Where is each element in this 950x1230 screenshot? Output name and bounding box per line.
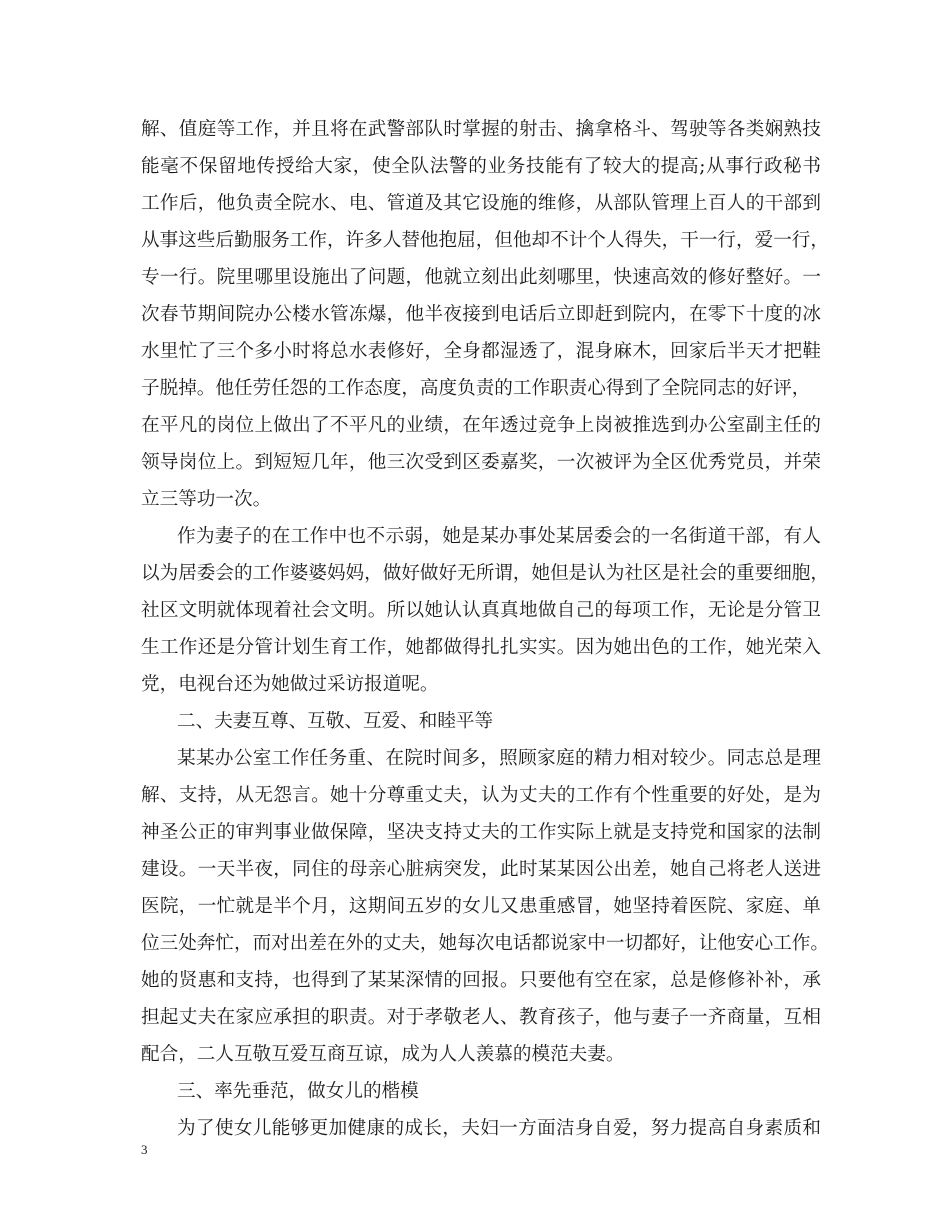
body-text-line: 医院，一忙就是半个月，这期间五岁的女儿又患重感冒，她坚持着医院、家庭、单 [141,896,821,917]
paragraph-first-line: 为了使女儿能够更加健康的成长，夫妇一方面洁身自爱，努力提高自身素质和 [177,1118,821,1139]
body-text-line: 领导岗位上。到短短几年，他三次受到区委嘉奖，一次被评为全区优秀党员，并荣 [141,452,821,473]
body-text-line: 立三等功一次。 [141,489,272,510]
body-text-line: 建设。一天半夜，同住的母亲心脏病突发，此时某某因公出差，她自己将老人送进 [141,859,821,880]
body-text-line: 解、支持，从无怨言。她十分尊重丈夫，认为丈夫的工作有个性重要的好处，是为 [141,785,821,806]
body-text-line: 位三处奔忙，而对出差在外的丈夫，她每次电话都说家中一切都好，让他安心工作。 [141,933,829,954]
body-text-line: 以为居委会的工作婆婆妈妈，做好做好无所谓，她但是认为社区是社会的重要细胞， [141,563,829,584]
body-text-line: 配合，二人互敬互爱互商互谅，成为人人羡慕的模范夫妻。 [141,1044,625,1065]
body-text-line: 能毫不保留地传授给大家，使全队法警的业务技能有了较大的提高;从事行政秘书 [141,156,821,177]
body-text-line: 担起丈夫在家应承担的职责。对于孝敬老人、教育孩子，他与妻子一齐商量，互相 [141,1007,821,1028]
page-number: 3 [141,1142,148,1157]
section-heading: 二、夫妻互尊、互敬、互爱、和睦平等 [177,711,494,732]
body-text-line: 从事这些后勤服务工作，许多人替他抱屈，但他却不计个人得失，干一行，爱一行， [141,230,829,251]
body-text-line: 解、值庭等工作，并且将在武警部队时掌握的射击、擒拿格斗、驾驶等各类娴熟技 [141,119,821,140]
section-heading: 三、率先垂范，做女儿的楷模 [177,1081,419,1102]
body-text-line: 专一行。院里哪里设施出了问题，他就立刻出此刻哪里，快速高效的修好整好。一 [141,267,821,288]
body-text-line: 次春节期间院办公楼水管冻爆，他半夜接到电话后立即赶到院内，在零下十度的冰 [141,304,821,325]
body-text-line: 子脱掉。他任劳任怨的工作态度，高度负责的工作职责心得到了全院同志的好评， [141,378,811,399]
body-text-line: 党，电视台还为她做过采访报道呢。 [141,674,439,695]
paragraph-first-line: 某某办公室工作任务重、在院时间多，照顾家庭的精力相对较少。同志总是理 [177,748,821,769]
body-text-line: 神圣公正的审判事业做保障，坚决支持丈夫的工作实际上就是支持党和国家的法制 [141,822,821,843]
body-text-line: 水里忙了三个多小时将总水表修好，全身都湿透了，混身麻木，回家后半天才把鞋 [141,341,821,362]
body-text-line: 在平凡的岗位上做出了不平凡的业绩，在年透过竞争上岗被推选到办公室副主任的 [141,415,821,436]
paragraph-first-line: 作为妻子的在工作中也不示弱，她是某办事处某居委会的一名街道干部，有人 [177,526,821,547]
body-text-line: 社区文明就体现着社会文明。所以她认认真真地做自己的每项工作，无论是分管卫 [141,600,821,621]
body-text-line: 生工作还是分管计划生育工作，她都做得扎扎实实。因为她出色的工作，她光荣入 [141,637,821,658]
body-text-line: 工作后，他负责全院水、电、管道及其它设施的维修，从部队管理上百人的干部到 [141,193,821,214]
body-text-line: 她的贤惠和支持，也得到了某某深情的回报。只要他有空在家，总是修修补补，承 [141,970,821,991]
